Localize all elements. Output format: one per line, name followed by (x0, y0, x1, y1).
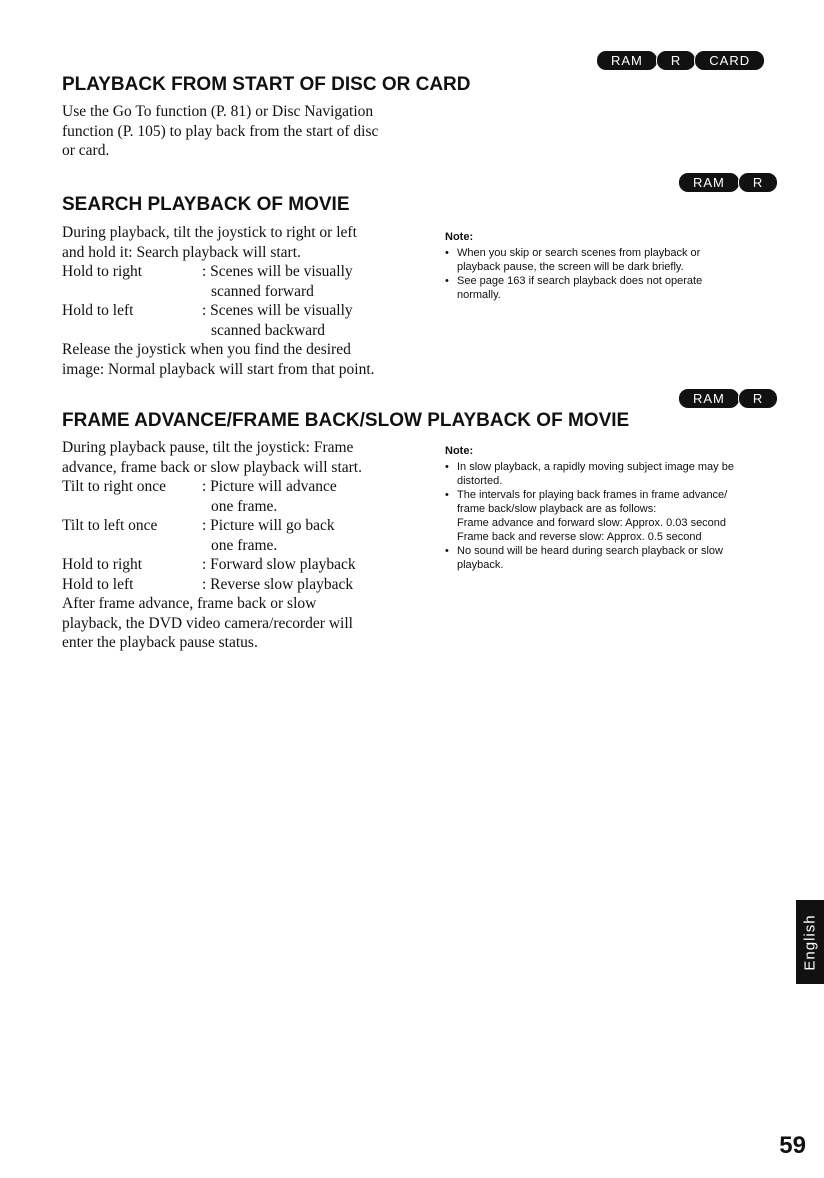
instruction-value: : Scenes will be visually (202, 302, 353, 319)
instruction-row-cont (62, 282, 432, 302)
note-list (445, 460, 790, 572)
spacer (62, 321, 202, 341)
instruction-key: Hold to right (62, 556, 143, 573)
spacer (62, 282, 202, 302)
instruction-row (62, 516, 432, 536)
badge-ram: RAM (678, 172, 740, 193)
note-line: Frame advance and forward slow: Approx. 0.03 second (457, 517, 727, 529)
text-line: image: Normal playback will start from that point. (62, 360, 375, 378)
instruction-key: Tilt to right once (62, 478, 167, 495)
instruction-row (62, 301, 432, 321)
text-line: During playback, tilt the joystick to right or left (62, 224, 357, 241)
instruction-key: Hold to left (62, 302, 134, 319)
badge-ram: RAM (596, 50, 658, 71)
language-label: English (801, 913, 819, 971)
note-line: frame back/slow playback are as follows: (457, 503, 657, 515)
note-line: • In slow playback, a rapidly moving subject image may be (457, 461, 734, 473)
paragraph-frame-advance (62, 438, 432, 653)
media-badges-3 (680, 388, 778, 409)
paragraph-search-playback (62, 223, 432, 379)
note-line: • See page 163 if search playback does not operate (457, 275, 703, 287)
instruction-row (62, 262, 432, 282)
text-line: enter the playback pause status. (62, 634, 258, 651)
note-line: • The intervals for playing back frames in frame advance/ (457, 489, 728, 501)
paragraph-playback-from-start (62, 102, 442, 161)
note-item (445, 274, 775, 302)
instruction-row-cont (62, 321, 432, 341)
badge-ram: RAM (678, 388, 740, 409)
note-item (445, 488, 790, 544)
badge-r: R (738, 388, 778, 409)
media-badges-2 (680, 172, 778, 193)
note-item (445, 246, 775, 274)
note-line: Frame back and reverse slow: Approx. 0.5 second (457, 531, 702, 543)
language-tab (796, 900, 824, 984)
heading-playback-from-start: PLAYBACK FROM START OF DISC OR CARD (62, 74, 471, 95)
note-frame-advance (445, 444, 790, 572)
note-line: playback pause, the screen will be dark briefly. (457, 261, 684, 273)
instruction-row-cont (62, 497, 432, 517)
text-line: and hold it: Search playback will start. (62, 243, 301, 261)
instruction-value-cont: one frame. (211, 536, 278, 554)
note-line: normally. (457, 289, 501, 301)
text-line: Use the Go To function (P. 81) or Disc Navigation (62, 103, 374, 120)
text-line: Release the joystick when you find the desired (62, 341, 351, 358)
note-title: Note: (445, 231, 474, 243)
instruction-value-cont: one frame. (211, 497, 278, 515)
instruction-row (62, 575, 432, 595)
instruction-row (62, 477, 432, 497)
text-line: advance, frame back or slow playback will start. (62, 458, 362, 476)
instruction-value: : Forward slow playback (202, 556, 356, 573)
page-number: 59 (779, 1132, 806, 1159)
instruction-value: : Scenes will be visually (202, 263, 353, 280)
instruction-key: Tilt to left once (62, 517, 158, 534)
heading-frame-advance: FRAME ADVANCE/FRAME BACK/SLOW PLAYBACK OF MOVIE (62, 410, 630, 431)
instruction-value-cont: scanned forward (211, 282, 314, 300)
note-item (445, 544, 790, 572)
heading-search-playback: SEARCH PLAYBACK OF MOVIE (62, 194, 350, 215)
instruction-value: : Picture will advance (202, 478, 337, 495)
instruction-key: Hold to left (62, 575, 134, 593)
instruction-row (62, 555, 432, 575)
instruction-value: : Reverse slow playback (202, 575, 354, 593)
note-line: • No sound will be heard during search playback or slow (457, 545, 723, 557)
note-item (445, 460, 790, 488)
badge-r: R (656, 50, 696, 71)
note-line: distorted. (457, 475, 503, 487)
note-line: • When you skip or search scenes from playback or (457, 247, 701, 259)
media-badges-1 (598, 50, 765, 71)
text-line: playback, the DVD video camera/recorder will (62, 614, 353, 632)
spacer (62, 536, 202, 556)
instruction-row-cont (62, 536, 432, 556)
note-line: playback. (457, 559, 504, 571)
note-title: Note: (445, 445, 474, 457)
note-list (445, 246, 775, 302)
spacer (62, 497, 202, 517)
text-line: function (P. 105) to play back from the start of disc (62, 122, 379, 140)
instruction-key: Hold to right (62, 263, 143, 280)
text-line: After frame advance, frame back or slow (62, 595, 317, 612)
text-line: During playback pause, tilt the joystick: Frame (62, 439, 354, 456)
badge-r: R (738, 172, 778, 193)
instruction-value-cont: scanned backward (211, 321, 326, 339)
badge-card: CARD (694, 50, 765, 71)
text-line: or card. (62, 142, 110, 159)
note-search-playback (445, 230, 775, 302)
instruction-value: : Picture will go back (202, 517, 335, 534)
